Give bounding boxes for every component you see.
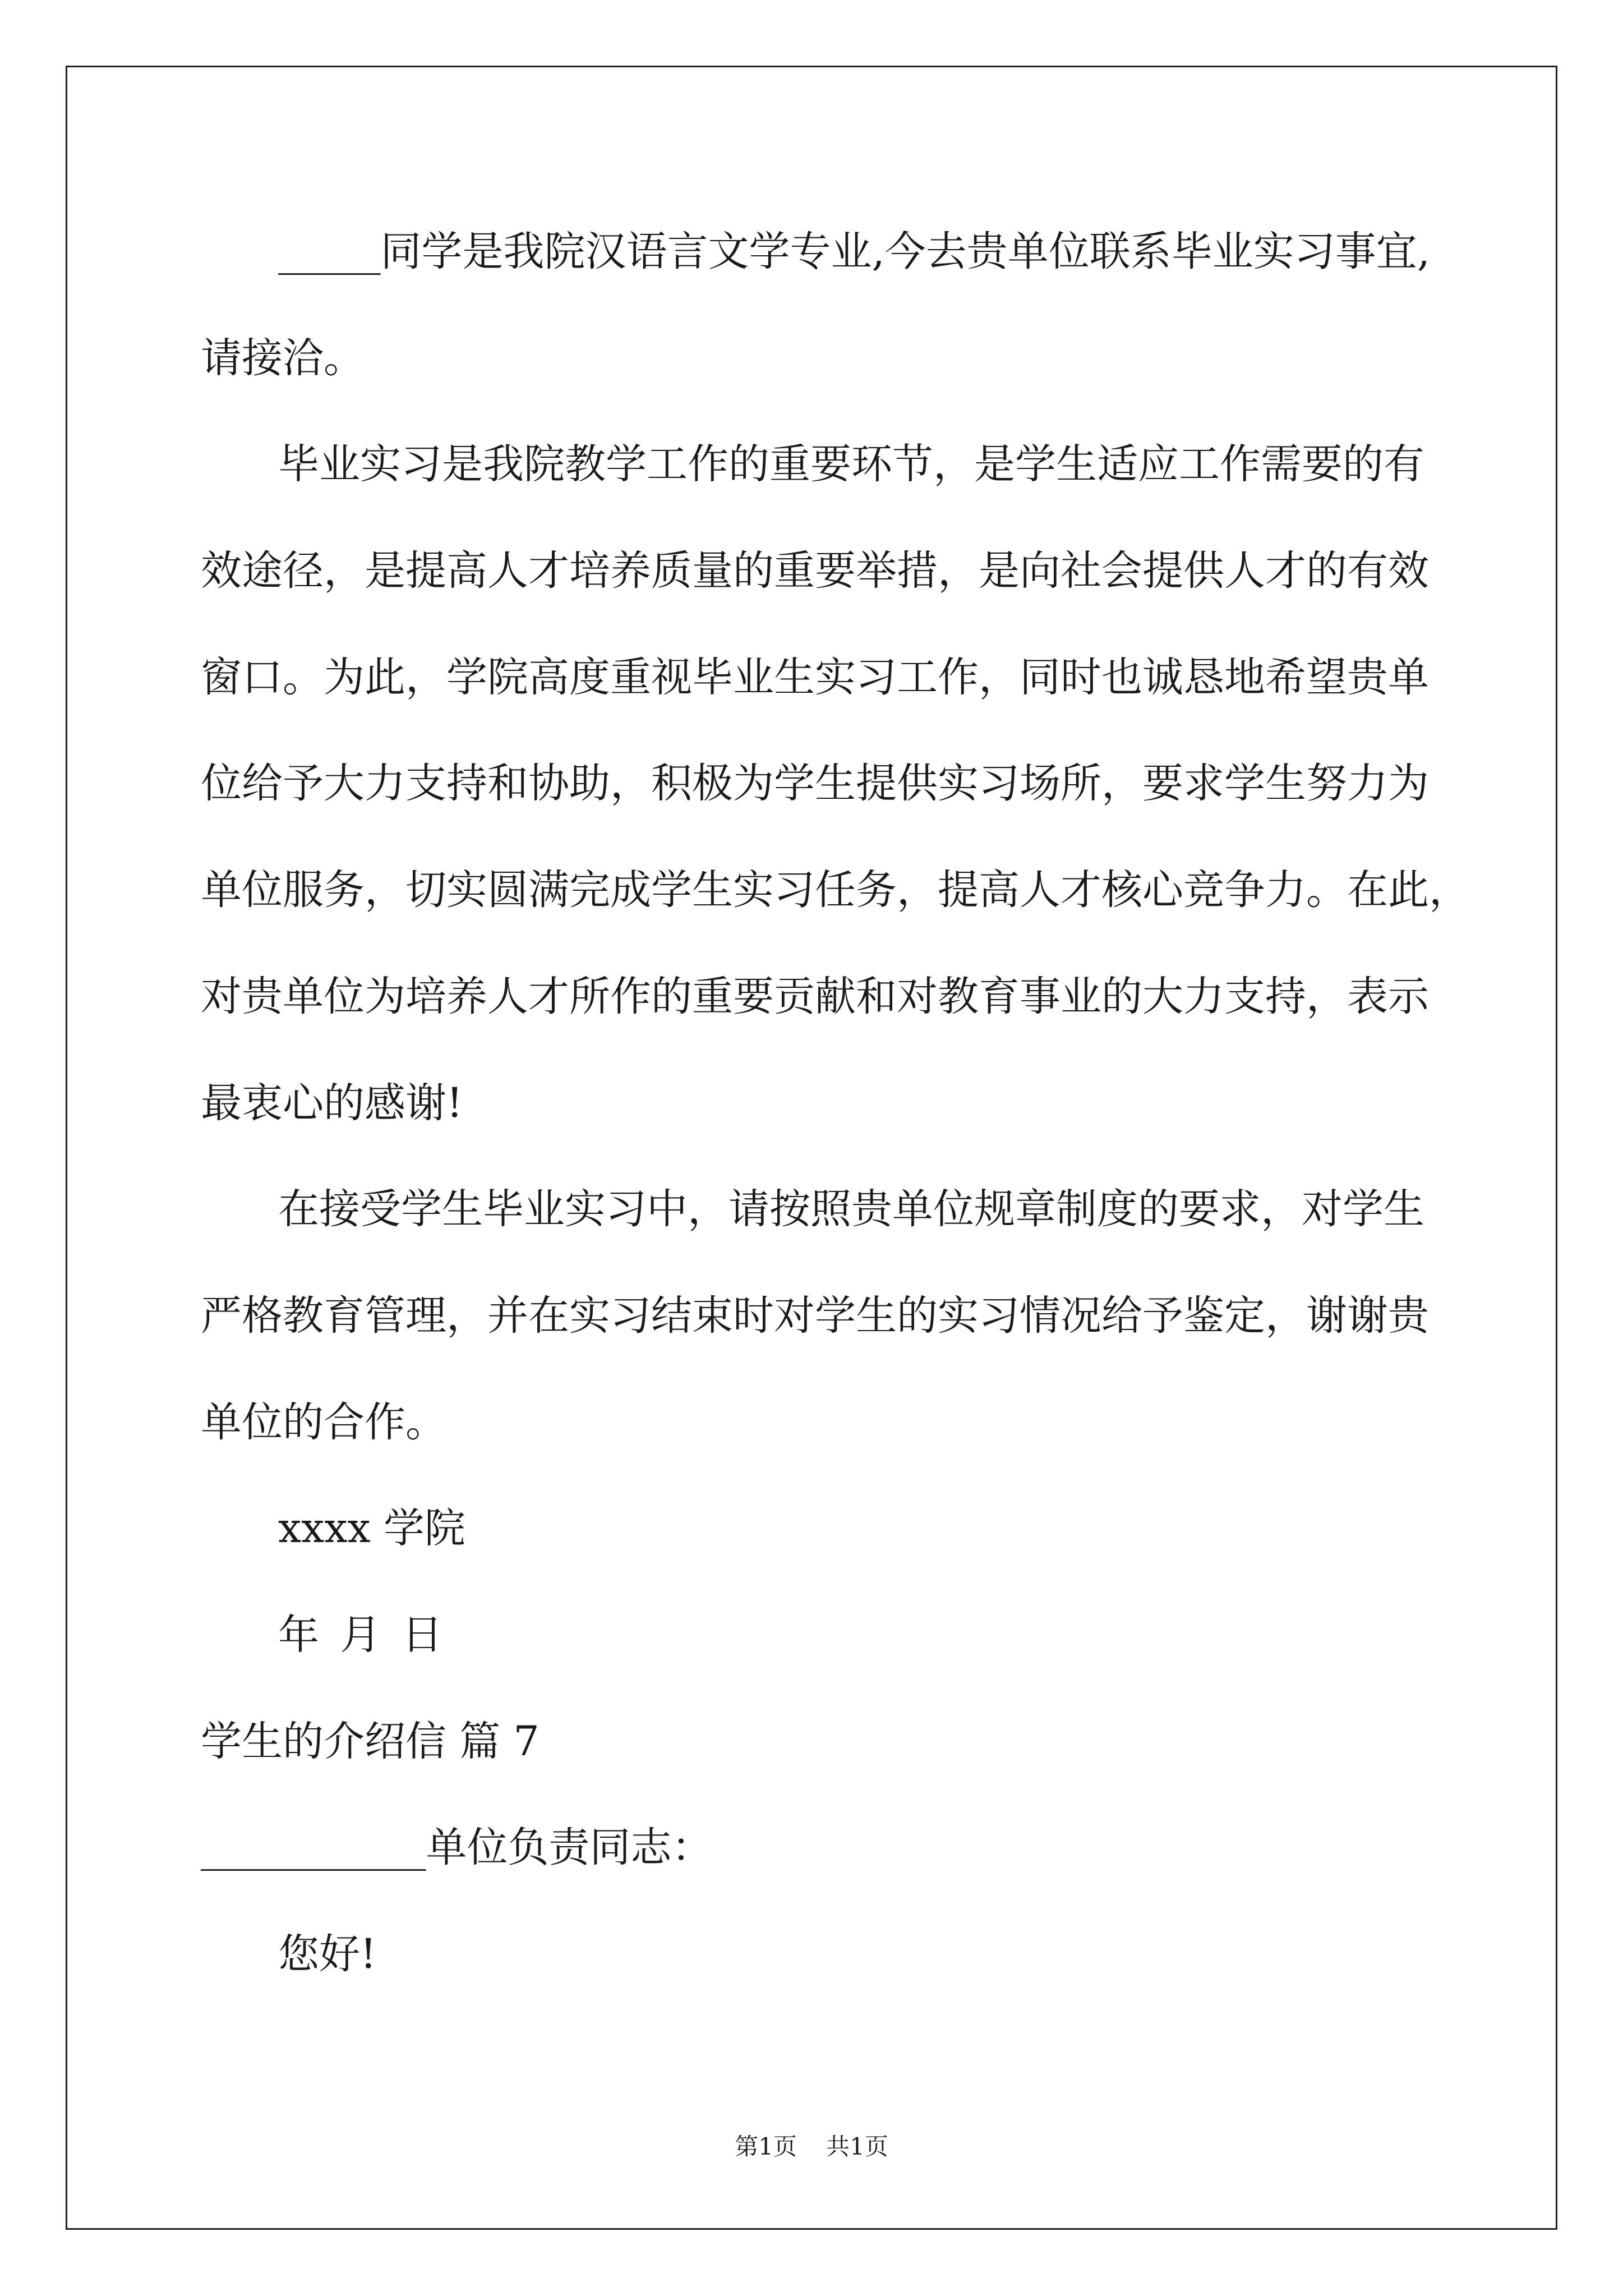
- signature-date: 年 月 日: [278, 1611, 443, 1659]
- body-line: 位给予大力支持和协助，积极为学生提供实习场所，要求学生努力为: [201, 760, 1429, 808]
- body-line: 请接洽。: [201, 334, 365, 382]
- signature-institution: xxxx 学院: [278, 1504, 465, 1553]
- body-line: 效途径，是提高人才培养质量的重要举措，是向社会提供人才的有效: [201, 547, 1429, 595]
- salutation-line: ___________单位负责同志：: [201, 1824, 713, 1872]
- body-line: 严格教育管理，并在实习结束时对学生的实习情况给予鉴定，谢谢贵: [201, 1291, 1429, 1340]
- page-footer: [0, 2130, 1623, 2164]
- body-line: _____同学是我院汉语言文学专业,今去贵单位联系毕业实习事宜,: [278, 228, 1430, 275]
- body-line: 毕业实习是我院教学工作的重要环节，是学生适应工作需要的有: [278, 440, 1424, 489]
- greeting-line: 您好!: [278, 1930, 377, 1978]
- body-line: 对贵单位为培养人才所作的重要贡献和对教育事业的大力支持，表示: [201, 972, 1429, 1020]
- body-line: 在接受学生毕业实习中，请按照贵单位规章制度的要求，对学生: [278, 1185, 1424, 1234]
- page-number: 第1页: [735, 2133, 797, 2160]
- body-line: 单位的合作。: [201, 1398, 446, 1446]
- page-total: 共1页: [826, 2133, 888, 2160]
- letter-body: [201, 199, 1536, 2008]
- body-line: 单位服务，切实圆满完成学生实习任务，提高人才核心竞争力。在此，: [201, 866, 1470, 914]
- body-line: 窗口。为此，学院高度重视毕业生实习工作，同时也诚恳地希望贵单: [201, 653, 1429, 701]
- body-line: 最衷心的感谢!: [201, 1079, 463, 1127]
- section-heading: 学生的介绍信 篇 7: [201, 1717, 540, 1765]
